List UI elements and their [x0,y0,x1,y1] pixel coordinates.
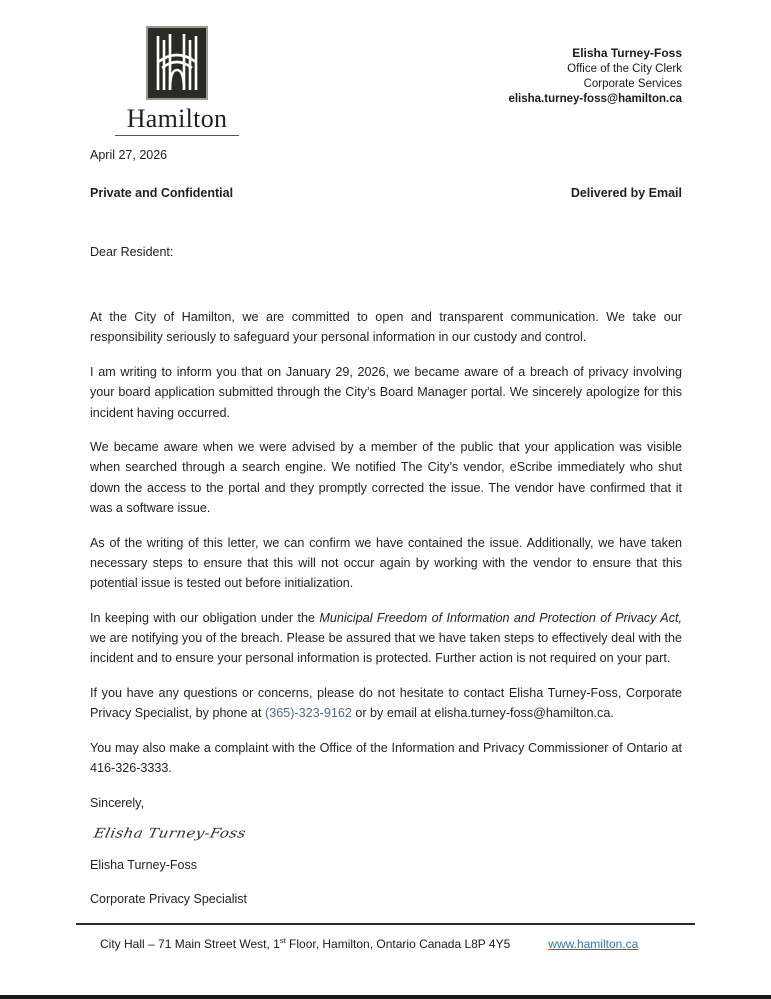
letterhead [90,26,682,138]
paragraph-containment: As of the writing of this letter, we can confirm we have contained the issue. Additionally, we have taken necessary steps to ensure that this will not occur again by working with the vendor to ensure that this potential issue is tested out before initialization. [90,535,682,591]
contact-info-lead: If you have any questions or concerns, please do not hesitate to contact Elisha Turney-Foss, Corporate Privacy Specialist, by phone at [90,685,682,721]
letter-date: April 27, 2026 [90,148,168,162]
handwritten-signature: Elisha Turney-Foss [92,825,248,842]
hamilton-city-crest-icon [146,26,208,100]
sender-contact-block [508,46,682,107]
scan-bottom-edge [0,995,771,999]
handling-marks-row [90,186,682,200]
confidentiality-mark: Private and Confidential [90,186,234,200]
act-title: Municipal Freedom of Information and Protection of Privacy Act, [319,610,683,625]
letter-body [90,148,682,906]
delivery-mark: Delivered by Email [570,186,682,200]
legal-obligation-lead: In keeping with our obligation under the [90,610,320,625]
sender-email: elisha.turney-foss@hamilton.ca [508,93,682,106]
salutation: Dear Resident: [90,245,174,259]
footer-row [76,937,695,951]
sender-department: Corporate Services [583,78,682,90]
legal-obligation-rest: we are notifying you of the breach. Please be assured that we have taken steps to effectively deal with the incident and to ensure your personal information is protected. Further action is not required on your part. [90,631,682,666]
signer-title: Corporate Privacy Specialist [90,892,248,907]
contact-info-rest: or by email at elisha.turney-foss@hamilton.ca. [351,706,614,721]
footer-address-after: Floor, Hamilton, Ontario Canada L8P 4Y5 [285,937,511,951]
footer-address-before: City Hall – 71 Main Street West, 1 [100,937,280,951]
paragraph-commitment: At the City of Hamilton, we are committed to open and transparent communication. We take our responsibility seriously to safeguard your personal information in our custody and control. [90,310,682,345]
city-wordmark: Hamilton [126,104,228,133]
closing-salutation: Sincerely, [90,796,144,811]
footer-divider [76,923,695,925]
signer-name: Elisha Turney-Foss [90,858,197,873]
city-logo [112,26,242,136]
page-footer [76,923,695,951]
footer-website-link[interactable]: www.hamilton.ca [548,937,639,951]
paragraph-discovery: We became aware when we were advised by a member of the public that your application was visible when searched through a search engine. We notified The City’s vendor, eScribe immediately who shut down the access to the portal and they promptly corrected the issue. The vendor have confirmed that it was a software issue. [90,439,682,516]
footer-address [100,937,510,951]
sender-name: Elisha Turney-Foss [572,46,682,60]
wordmark-divider [115,135,239,136]
paragraph-breach-notice: I am writing to inform you that on January 29, 2026, we became aware of a breach of privacy involving your board application submitted through the City’s Board Manager portal. We sincerely apologize for this incident having occurred. [90,364,682,420]
footer-address-ordinal: st [279,936,286,945]
paragraph-contact-info [90,683,682,724]
sender-office: Office of the City Clerk [567,62,682,75]
contact-phone-number[interactable]: (365)-323-9162 [265,706,352,721]
paragraph-complaint-option: You may also make a complaint with the Office of the Information and Privacy Commissioner of Ontario at 416-326-3333. [90,740,682,776]
paragraph-legal-obligation [90,608,682,669]
